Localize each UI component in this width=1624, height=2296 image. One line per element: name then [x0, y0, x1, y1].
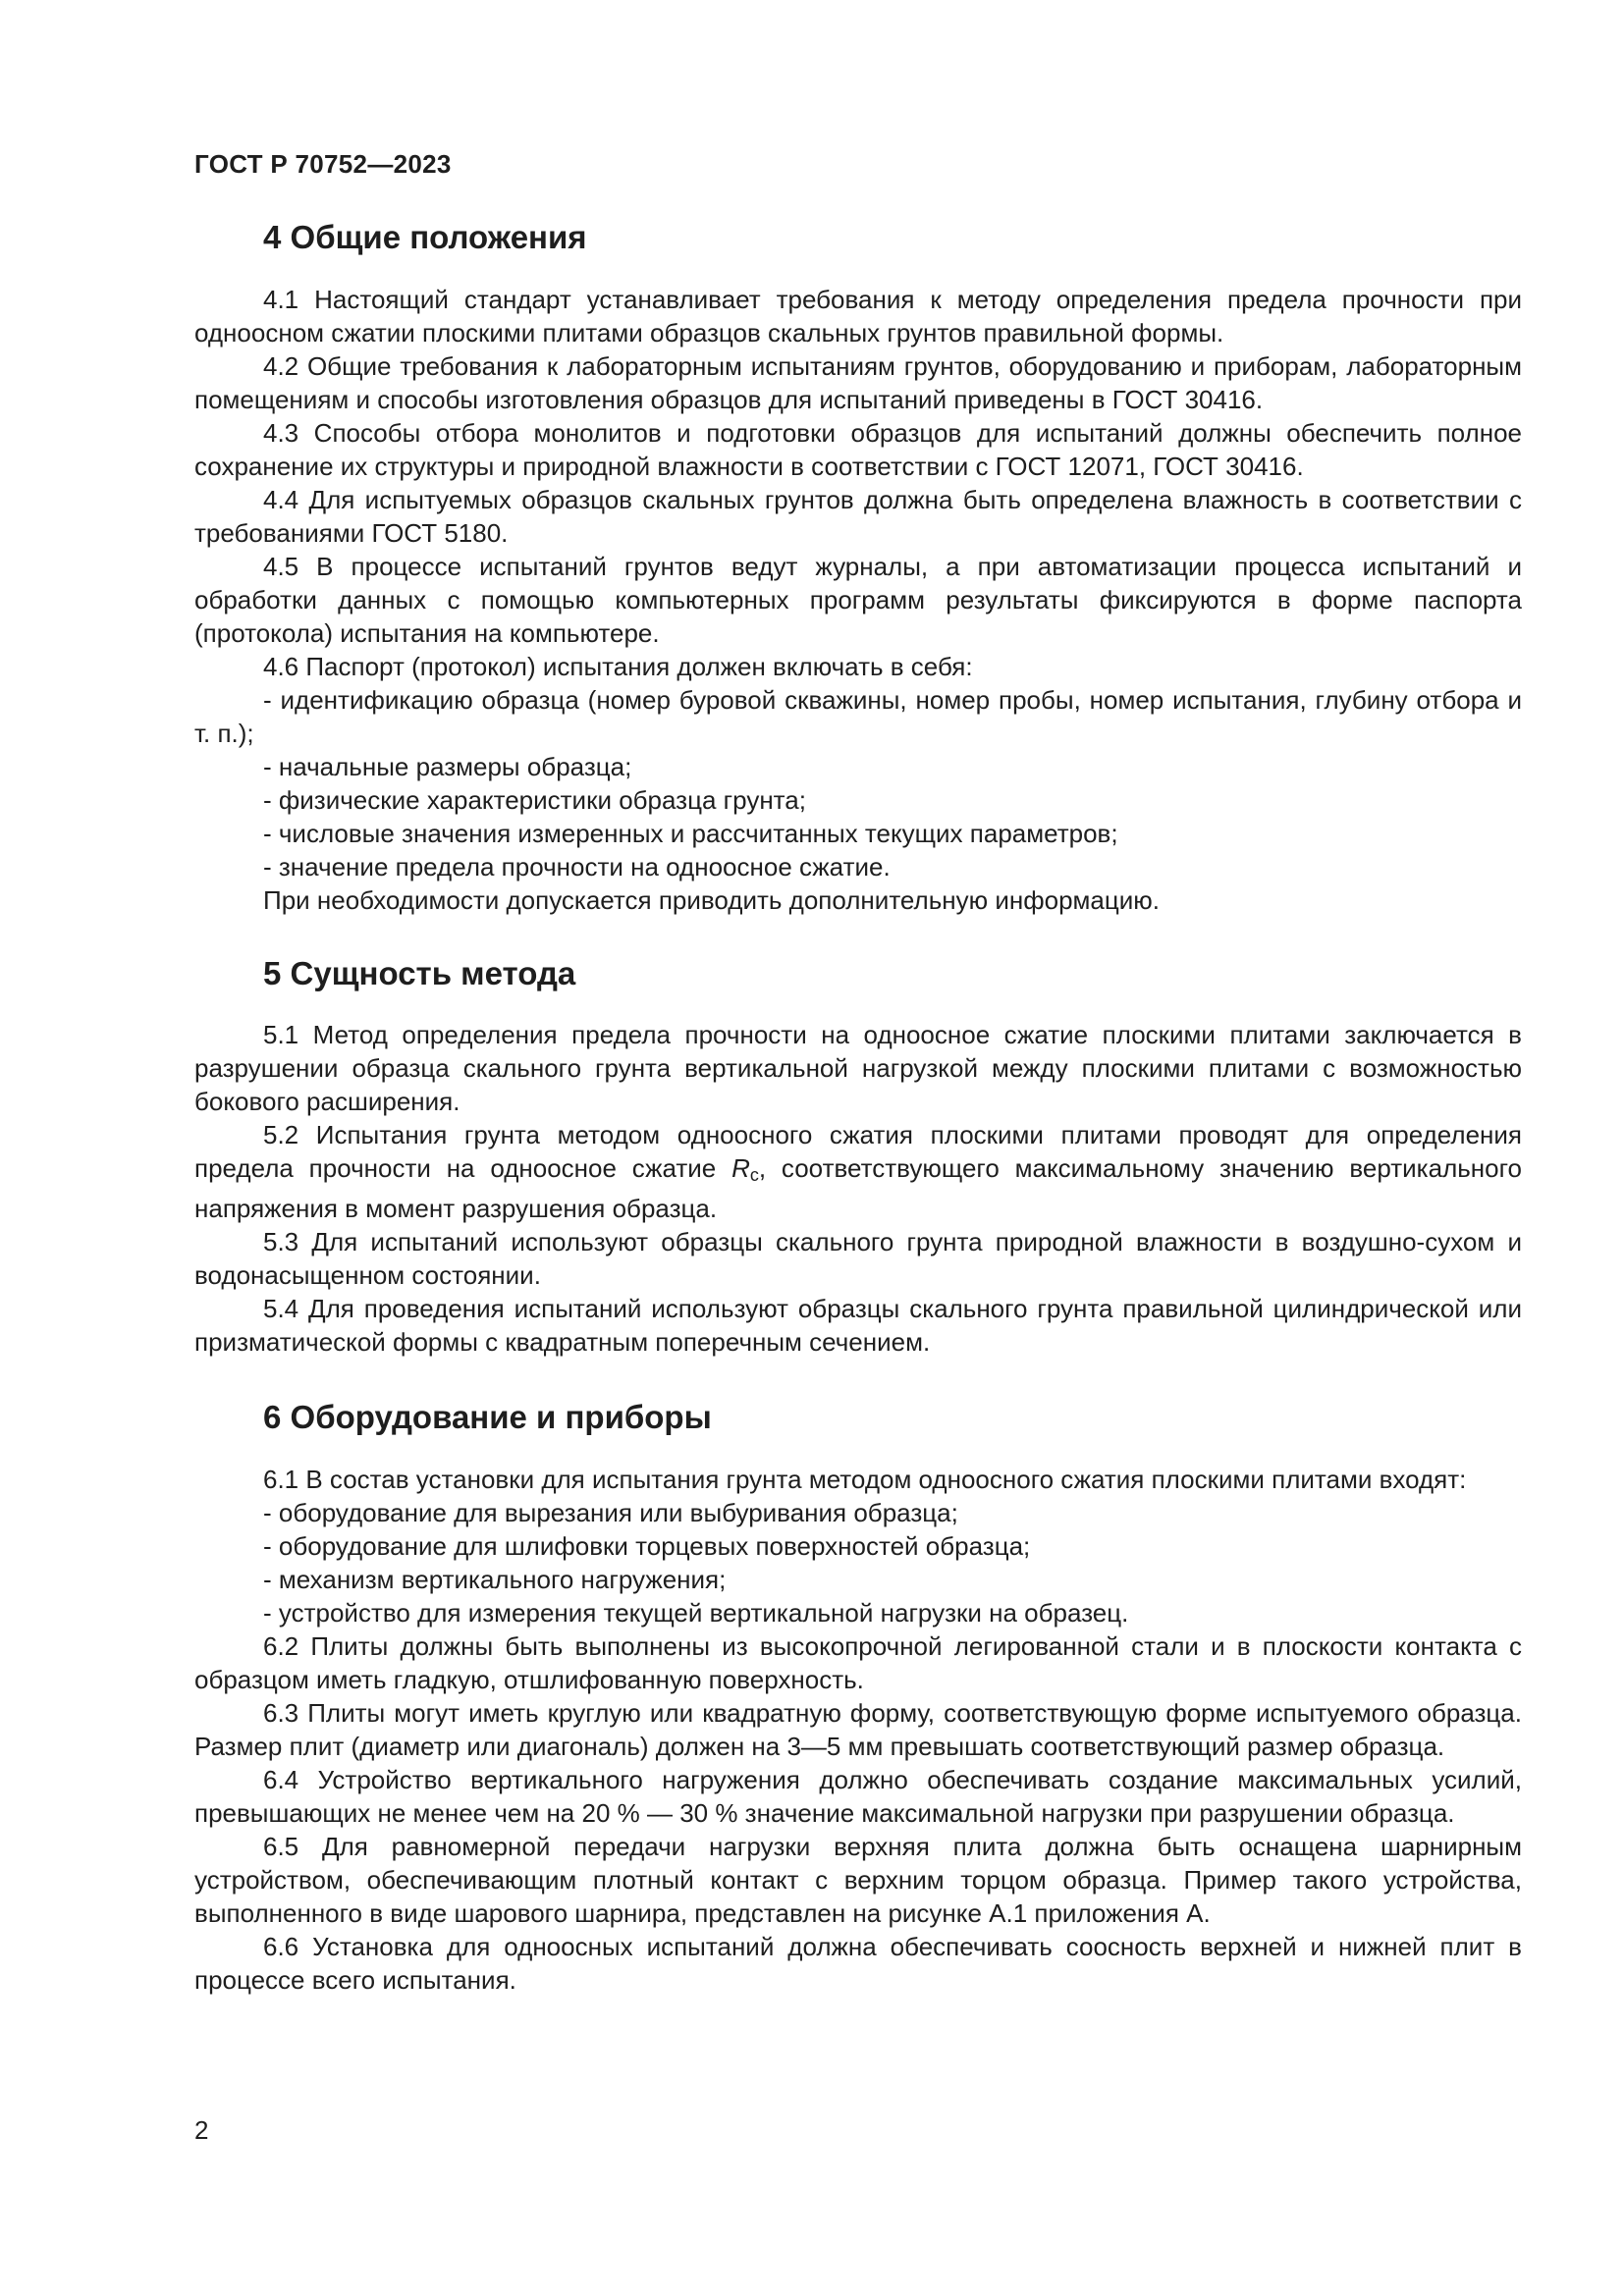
section-general-provisions	[194, 218, 1522, 917]
paragraph-5-2-part-b: , соответствующего максимальному значению вертикального напряжения в момент разрушения образца.	[194, 1153, 1522, 1224]
list-item: - числовые значения измеренных и рассчитанных текущих параметров;	[263, 818, 1118, 848]
paragraph-4-6: 4.6 Паспорт (протокол) испытания должен включать в себя:	[263, 651, 973, 681]
paragraph-6-1: 6.1 В состав установки для испытания грунта методом одноосного сжатия плоскими плитами входят:	[263, 1464, 1467, 1494]
section-5-heading: 5 Сущность метода	[263, 954, 576, 991]
section-6-heading: 6 Оборудование и приборы	[263, 1399, 712, 1436]
list-item: - оборудование для шлифовки торцевых поверхностей образца;	[263, 1530, 1031, 1561]
section-4-heading: 4 Общие положения	[263, 219, 587, 255]
page-content	[194, 218, 1522, 1997]
paragraph-5-4: 5.4 Для проведения испытаний используют образцы скального грунта правильной цилиндрической или призматической формы с квадратным поперечным сечением.	[194, 1294, 1522, 1358]
paragraph-4-2: 4.2 Общие требования к лабораторным испытаниям грунтов, оборудованию и приборам, лабораторным помещениям и способы изготовления образцов для испытаний приведены в ГОСТ 30416.	[194, 350, 1522, 414]
section-method-essence	[194, 954, 1522, 1360]
paragraph-5-2-part-a: 5.2 Испытания грунта методом одноосного сжатия плоскими плитами проводят для определения предела прочности на одноосное сжатие	[194, 1120, 1522, 1184]
list-item: - механизм вертикального нагружения;	[263, 1564, 727, 1594]
list-item: - значение предела прочности на одноосное сжатие.	[263, 851, 891, 881]
paragraph-4-4: 4.4 Для испытуемых образцов скальных грунтов должна быть определена влажность в соответствии с требованиями ГОСТ 5180.	[194, 484, 1522, 548]
list-item: - идентификацию образца (номер буровой скважины, номер пробы, номер испытания, глубину отбора и т. п.);	[194, 684, 1522, 748]
list-item: - начальные размеры образца;	[263, 751, 632, 781]
paragraph-additional-info: При необходимости допускается приводить дополнительную информацию.	[263, 884, 1160, 915]
section-equipment	[194, 1398, 1522, 1997]
paragraph-6-2: 6.2 Плиты должны быть выполнены из высокопрочной легированной стали и в плоскости контакта с образцом иметь гладкую, отшлифованную поверхность.	[194, 1630, 1522, 1694]
paragraph-6-3: 6.3 Плиты могут иметь круглую или квадратную форму, соответствующую форме испытуемого образца. Размер плит (диаметр или диагональ) должен на 3—5 мм превышать соответствующий размер образца.	[194, 1697, 1522, 1761]
paragraph-5-3: 5.3 Для испытаний используют образцы скального грунта природной влажности в воздушно-сухом и водонасыщенном состоянии.	[194, 1227, 1522, 1291]
paragraph-4-1: 4.1 Настоящий стандарт устанавливает требования к методу определения предела прочности при одноосном сжатии плоскими плитами образцов скальных грунтов правильной формы.	[194, 284, 1522, 347]
paragraph-6-4: 6.4 Устройство вертикального нагружения должно обеспечивать создание максимальных усилий, превышающих не менее чем на 20 % — 30 % значение максимальной нагрузки при разрушении образца.	[194, 1764, 1522, 1828]
list-item: - оборудование для вырезания или выбуривания образца;	[263, 1497, 958, 1527]
paragraph-4-5: 4.5 В процессе испытаний грунтов ведут журналы, а при автоматизации процесса испытаний и обработки данных с помощью компьютерных программ результаты фиксируются в форме паспорта (протокола) испытания на компьютере.	[194, 551, 1522, 648]
page-number: 2	[194, 2115, 209, 2145]
paragraph-4-3: 4.3 Способы отбора монолитов и подготовки образцов для испытаний должны обеспечить полное сохранение их структуры и природной влажности в соответствии с ГОСТ 12071, ГОСТ 30416.	[194, 417, 1522, 481]
paragraph-6-6: 6.6 Установка для одноосных испытаний должна обеспечивать соосность верхней и нижней плит в процессе всего испытания.	[194, 1931, 1522, 1995]
strength-symbol-subscript: c	[749, 1165, 759, 1186]
paragraph-5-1: 5.1 Метод определения предела прочности на одноосное сжатие плоскими плитами заключается в разрушении образца скального грунта вертикальной нагрузкой между плоскими плитами с возможностью бокового расширения.	[194, 1020, 1522, 1117]
list-item: - устройство для измерения текущей вертикальной нагрузки на образец.	[263, 1597, 1129, 1628]
document-code-header: ГОСТ Р 70752—2023	[194, 149, 452, 179]
paragraph-5-2	[194, 1118, 1522, 1225]
list-item: - физические характеристики образца грунта;	[263, 784, 806, 815]
strength-symbol: R	[731, 1153, 750, 1184]
paragraph-6-5: 6.5 Для равномерной передачи нагрузки верхняя плита должна быть оснащена шарнирным устройством, обеспечивающим плотный контакт с верхним торцом образца. Пример такого устройства, выполненного в виде шарового шарнира, представлен на рисунке А.1 приложения А.	[194, 1831, 1522, 1928]
